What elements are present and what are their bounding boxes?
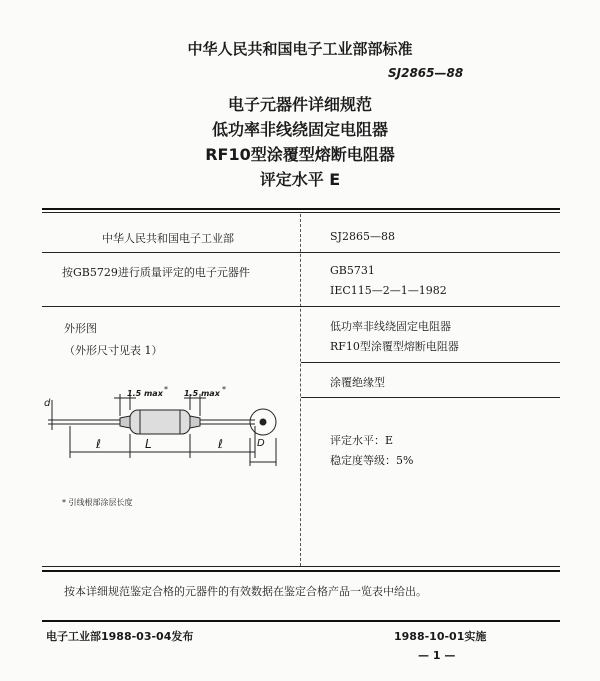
- d-label: d: [44, 398, 51, 409]
- row2-rule: [42, 306, 560, 307]
- right-rule-2: [301, 397, 560, 398]
- l-left-label: ℓ: [96, 437, 101, 451]
- basis-cell: 按GB5729进行质量评定的电子元器件: [62, 266, 250, 279]
- l-right-label: ℓ: [218, 437, 223, 451]
- std1-cell: GB5731: [330, 264, 375, 277]
- title-line2: 低功率非线绕固定电阻器: [211, 120, 388, 139]
- product-line1: 低功率非线绕固定电阻器: [330, 320, 451, 333]
- row1-rule: [42, 252, 560, 253]
- right-rule-1: [301, 362, 560, 363]
- coating-right: [190, 416, 200, 428]
- dim-right-star: *: [222, 385, 226, 394]
- bottom-rule-1: [42, 566, 560, 567]
- title-line3: RF10型涂覆型熔断电阻器: [205, 145, 395, 164]
- top-rule-2: [42, 212, 560, 213]
- product-line2: RF10型涂覆型熔断电阻器: [330, 340, 459, 353]
- dim-right-label: 1.5 max: [184, 389, 220, 398]
- spec-code-cell: SJ2865—88: [330, 230, 395, 243]
- bottom-note: 按本详细规范鉴定合格的元器件的有效数据在鉴定合格产品一览表中给出。: [64, 585, 427, 598]
- outline-note: （外形尺寸见表 1）: [64, 344, 163, 357]
- issuer-cell: 中华人民共和国电子工业部: [102, 232, 234, 245]
- std2-cell: IEC115—2—1—1982: [330, 284, 447, 297]
- L-label: L: [145, 437, 152, 451]
- coating-left: [120, 416, 130, 428]
- top-rule-1: [42, 208, 560, 210]
- header-code: SJ2865—88: [388, 66, 464, 80]
- page-number: — 1 —: [418, 649, 456, 662]
- dim-left-label: 1.5 max: [127, 389, 163, 398]
- effective-date: 1988-10-01实施: [394, 630, 487, 643]
- column-divider: [300, 214, 301, 566]
- outline-title: 外形图: [64, 322, 97, 335]
- title-line1: 电子元器件详细规范: [227, 95, 372, 114]
- bottom-rule-2: [42, 570, 560, 572]
- footnote: * 引线根部涂层长度: [62, 498, 133, 507]
- assessment-level: 评定水平：E: [330, 434, 394, 447]
- footer-rule: [42, 620, 560, 622]
- D-label: D: [257, 438, 265, 449]
- resistor-outline-diagram: [40, 380, 295, 485]
- stability-level: 稳定度等级：5%: [330, 454, 414, 467]
- resistor-body: [130, 410, 190, 434]
- header-standard: 中华人民共和国电子工业部部标准: [187, 40, 413, 58]
- title-line4: 评定水平 E: [259, 170, 341, 189]
- issued-date: 电子工业部1988-03-04发布: [46, 630, 194, 643]
- dim-left-star: *: [164, 385, 168, 394]
- insulation-cell: 涂覆绝缘型: [330, 376, 385, 389]
